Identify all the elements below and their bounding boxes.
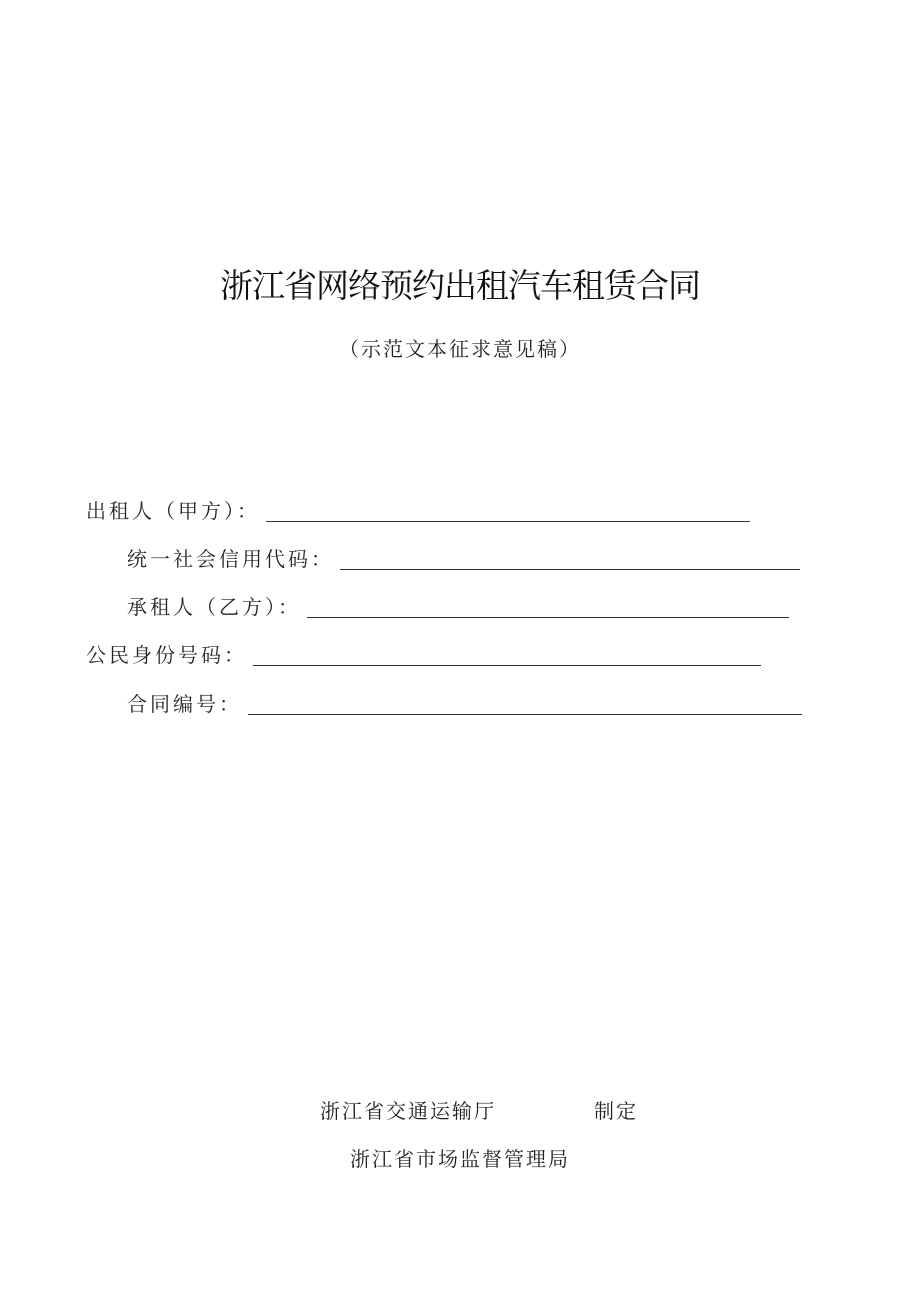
citizen-id-blank[interactable] bbox=[253, 643, 761, 666]
issuer-market-regulation-bureau: 浙江省市场监督管理局 bbox=[350, 1147, 570, 1171]
issuer-formulated-label: 制定 bbox=[594, 1099, 638, 1123]
document-subtitle: （示范文本征求意见稿） bbox=[339, 337, 581, 361]
contract-number-blank[interactable] bbox=[248, 692, 802, 715]
lessee-party-b-label: 承租人（乙方）： bbox=[127, 595, 301, 619]
credit-code-label: 统一社会信用代码： bbox=[127, 547, 334, 571]
document-title: 浙江省网络预约出租汽车租赁合同 bbox=[220, 266, 700, 305]
lessee-party-b-field bbox=[127, 590, 789, 620]
issuer-transport-department: 浙江省交通运输厅 bbox=[320, 1099, 496, 1123]
contract-number-label: 合同编号： bbox=[127, 692, 242, 716]
citizen-id-field bbox=[86, 638, 761, 668]
lessor-party-a-field bbox=[86, 494, 750, 524]
lessee-party-b-blank[interactable] bbox=[307, 595, 789, 618]
credit-code-blank[interactable] bbox=[340, 547, 800, 570]
lessor-party-a-blank[interactable] bbox=[266, 499, 750, 522]
lessor-party-a-label: 出租人（甲方）： bbox=[86, 499, 260, 523]
citizen-id-label: 公民身份号码： bbox=[86, 643, 247, 667]
contract-number-field bbox=[127, 687, 802, 717]
credit-code-field bbox=[127, 542, 800, 572]
